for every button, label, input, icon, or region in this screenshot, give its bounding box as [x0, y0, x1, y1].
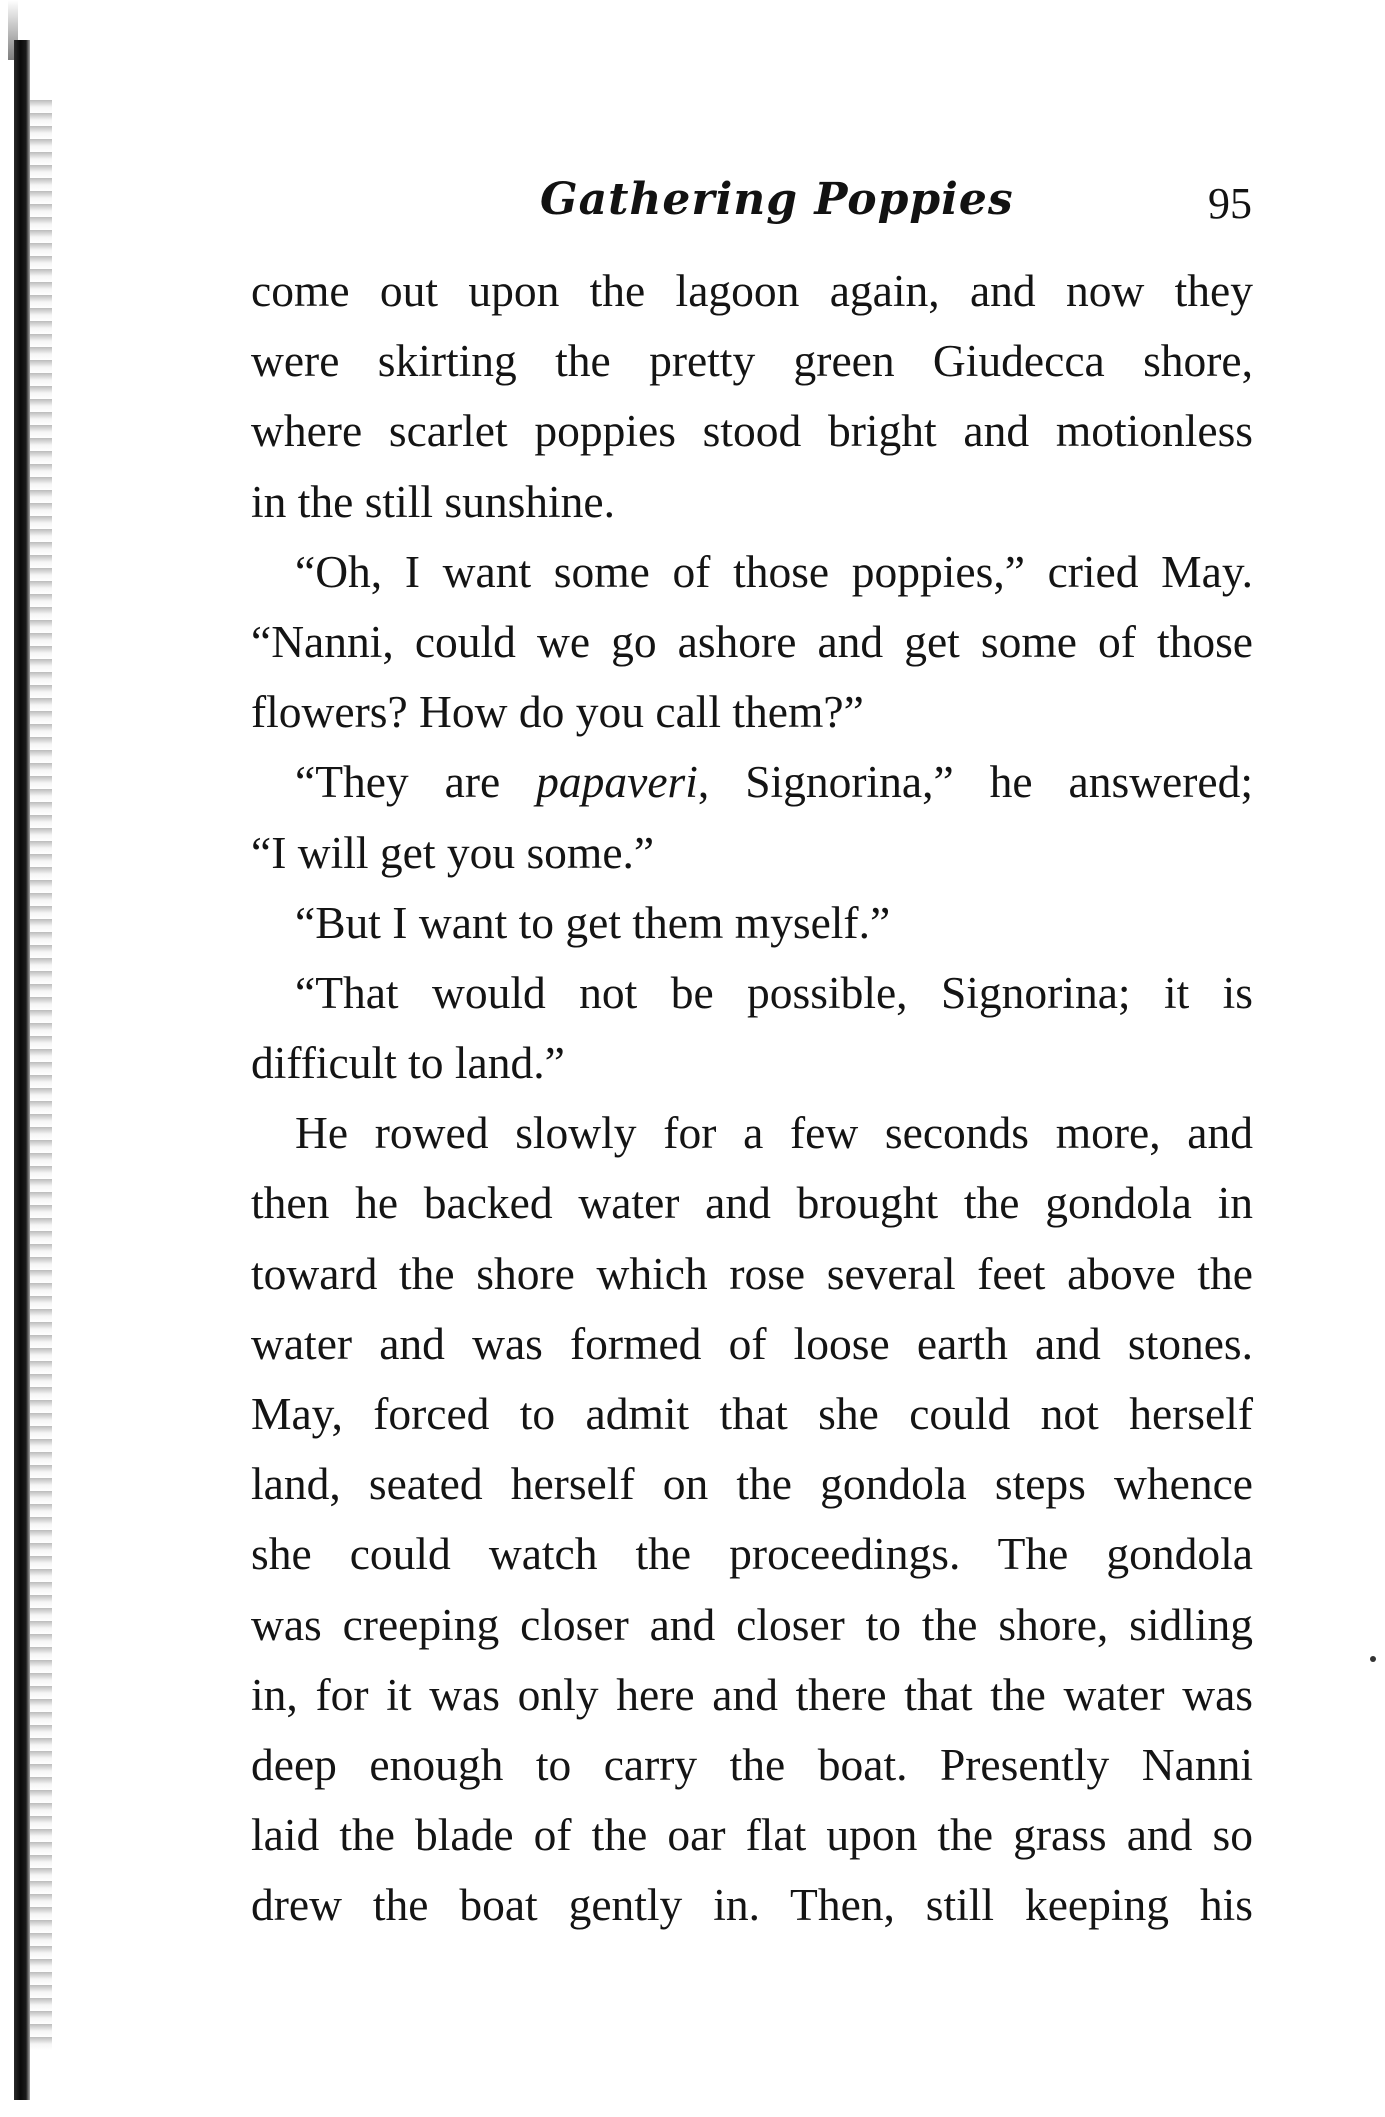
text-line: land, seated herself on the gondola steps whence	[251, 1458, 1253, 1510]
text-line: where scarlet poppies stood bright and motionless	[251, 405, 1253, 457]
text-line: flowers? How do you call them?”	[251, 686, 864, 738]
text-line: deep enough to carry the boat. Presently Nanni	[251, 1738, 1253, 1790]
page-number: 95	[1208, 179, 1252, 228]
text-line: May, forced to admit that she could not herself	[251, 1388, 1253, 1439]
text-line: in, for it was only here and there that the water was	[251, 1668, 1253, 1720]
text-line: in the still sunshine.	[251, 475, 615, 527]
text-line: was creeping closer and closer to the shore, sidling	[251, 1598, 1253, 1650]
text-line: were skirting the pretty green Giudecca shore,	[251, 335, 1253, 387]
ink-speck	[1370, 1656, 1376, 1662]
text-line: drew the boat gently in. Then, still keeping his	[251, 1879, 1253, 1931]
page-binding-edge	[0, 0, 58, 2117]
text-line: come out upon the lagoon again, and now they	[251, 265, 1253, 316]
running-head	[0, 170, 1385, 240]
running-title: Gathering Poppies	[540, 174, 1014, 225]
text-line: difficult to land.”	[251, 1037, 565, 1089]
text-line: toward the shore which rose several feet above the	[251, 1247, 1253, 1299]
text-segment: , Signorina,” he answered;	[697, 756, 1253, 808]
binding-texture	[30, 100, 52, 2050]
text-line: “Nanni, could we go ashore and get some of those	[251, 615, 1253, 667]
text-line: water and was formed of loose earth and stones.	[251, 1317, 1253, 1369]
text-line	[251, 747, 1253, 817]
text-line: “I will get you some.”	[251, 826, 655, 878]
text-line: “That would not be possible, Signorina; it is	[295, 966, 1253, 1018]
text-line: “Oh, I want some of those poppies,” cried May.	[295, 545, 1253, 597]
text-line: she could watch the proceedings. The gondola	[251, 1528, 1253, 1580]
body-text	[251, 256, 1253, 1941]
italic-term: papaveri	[536, 756, 698, 808]
text-line: “But I want to get them myself.”	[295, 896, 891, 948]
text-line: He rowed slowly for a few seconds more, and	[295, 1107, 1253, 1159]
text-line: laid the blade of the oar flat upon the grass and so	[251, 1809, 1253, 1861]
text-segment: “They are	[295, 756, 537, 808]
binding-shadow	[14, 40, 30, 2100]
text-line: then he backed water and brought the gondola in	[251, 1177, 1253, 1229]
